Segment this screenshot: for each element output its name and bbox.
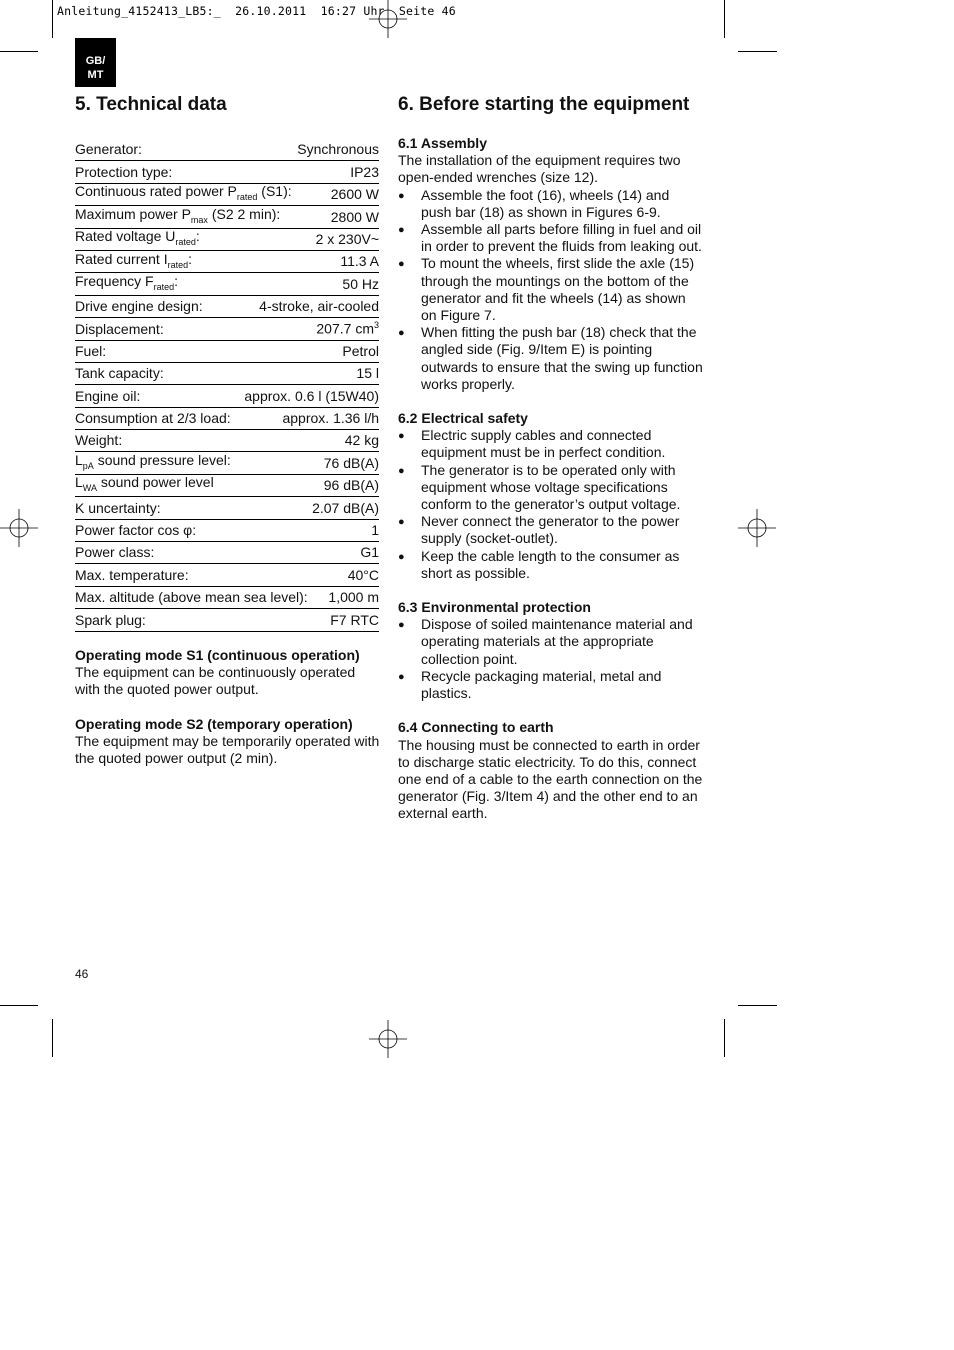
- spec-label: [75, 251, 192, 270]
- list-item: ● The generator is to be operated only with equipment whose voltage specifications conform to the generator’s output voltage.: [398, 462, 703, 514]
- spec-label-text: Max. temperature:: [75, 566, 189, 583]
- table-row: [75, 296, 379, 318]
- assembly-intro: The installation of the equipment requires two open-ended wrenches (size 12).: [398, 152, 681, 186]
- spec-value-text: 50 Hz: [342, 275, 379, 292]
- spec-value-text: 2 x 230V~: [315, 230, 379, 247]
- spec-value-text: Petrol: [342, 342, 379, 359]
- spec-value: [328, 589, 379, 605]
- section-5-title: 5. Technical data: [75, 94, 227, 115]
- spec-label: [75, 410, 231, 426]
- table-row: [75, 564, 379, 586]
- table-row: [75, 452, 379, 474]
- spec-label-text: Power class:: [75, 544, 155, 561]
- spec-label-suffix: sound pressure level:: [93, 452, 231, 469]
- registration-mark-icon: [369, 0, 407, 38]
- table-row: [75, 229, 379, 251]
- spec-value: [356, 365, 379, 381]
- spec-label: [75, 164, 172, 180]
- spec-value-text: 4-stroke, air-cooled: [259, 298, 379, 315]
- table-row: [75, 587, 379, 609]
- spec-label-subscript: rated: [236, 192, 258, 203]
- spec-value-text: G1: [360, 544, 379, 561]
- spec-label: [75, 141, 142, 157]
- spec-label: [75, 452, 231, 471]
- spec-value: [324, 477, 379, 493]
- table-row: [75, 609, 379, 631]
- spec-label: [75, 567, 189, 583]
- list-item: ● Keep the cable length to the consumer as short as possible.: [398, 548, 703, 582]
- page-number: 46: [75, 967, 89, 981]
- crop-mark: [52, 0, 53, 38]
- crop-mark: [738, 51, 777, 52]
- spec-value: [324, 455, 379, 471]
- spec-value: [345, 432, 379, 448]
- spec-value: [342, 343, 379, 359]
- spec-label-text: Rated voltage U: [75, 228, 176, 245]
- spec-label-suffix: :: [174, 272, 178, 289]
- mode-s1-heading: Operating mode S1 (continuous operation): [75, 647, 360, 663]
- spec-label-subscript: rated: [175, 236, 196, 247]
- spec-label-text: Fuel:: [75, 342, 107, 359]
- spec-value: [297, 141, 379, 157]
- spec-label-text: Spark plug:: [75, 611, 146, 628]
- crop-mark: [0, 1005, 38, 1006]
- assembly-heading: 6.1 Assembly: [398, 135, 487, 151]
- spec-value: [371, 522, 379, 538]
- spec-label-text: Displacement:: [75, 320, 164, 337]
- spec-value: [312, 500, 379, 516]
- assembly-list: [398, 187, 703, 393]
- spec-label: [75, 544, 154, 560]
- table-row: [75, 542, 379, 564]
- table-row: [75, 273, 379, 295]
- spec-label-text: Frequency F: [75, 272, 154, 289]
- crop-mark: [52, 1019, 53, 1057]
- list-item: ● Assemble the foot (16), wheels (14) and push bar (18) as shown in Figures 6-9.: [398, 187, 703, 221]
- registration-mark-icon: [369, 1020, 407, 1058]
- spec-label: [75, 388, 140, 404]
- spec-value-text: 96 dB(A): [323, 477, 379, 494]
- spec-value: [259, 298, 379, 314]
- spec-label: [75, 183, 292, 202]
- spec-value-text: 11.3 A: [340, 253, 379, 270]
- spec-label: [75, 474, 214, 493]
- operating-modes: [75, 647, 380, 767]
- spec-label-subscript: WA: [82, 483, 97, 494]
- spec-value-text: 207.7 cm: [316, 320, 374, 337]
- spec-value: [340, 253, 379, 269]
- spec-label-text: Tank capacity:: [75, 365, 164, 382]
- spec-label: [75, 432, 122, 448]
- spec-value: [244, 388, 379, 404]
- spec-label: [75, 612, 146, 628]
- spec-value-text: Synchronous: [297, 141, 379, 158]
- spec-value-text: IP23: [350, 163, 379, 180]
- spec-label-text: Generator:: [75, 141, 142, 158]
- table-row: [75, 161, 379, 183]
- table-row: [75, 385, 379, 407]
- table-row: [75, 497, 379, 519]
- table-row: [75, 206, 379, 228]
- earth-text: The housing must be connected to earth in order to discharge static electricity. To do this, connect one end of a cable to the earth connection on the generator (Fig. 3/Item 4) and the other end to an external earth.: [398, 736, 703, 822]
- language-badge: [75, 38, 116, 87]
- spec-value-text: 2.07 dB(A): [312, 499, 379, 516]
- table-row: [75, 475, 379, 497]
- spec-label-text: Rated current I: [75, 250, 168, 267]
- spec-label-text: Max. altitude (above mean sea level):: [75, 589, 308, 606]
- spec-value: [330, 612, 379, 628]
- environment-list: [398, 616, 703, 702]
- spec-label-text: Drive engine design:: [75, 298, 203, 315]
- list-item: ● Electric supply cables and connected equipment must be in perfect condition.: [398, 427, 703, 461]
- spec-label-subscript: pA: [82, 460, 94, 471]
- spec-value: [331, 209, 379, 225]
- table-row: [75, 184, 379, 206]
- spec-label-suffix: (S2 2 min):: [207, 205, 281, 222]
- spec-label-text: Engine oil:: [75, 387, 141, 404]
- spec-label-subscript: rated: [167, 259, 189, 270]
- list-item: ● Recycle packaging material, metal and plastics.: [398, 668, 703, 702]
- electrical-list: [398, 427, 703, 582]
- spec-value-superscript: 3: [373, 319, 379, 330]
- list-item: ● When fitting the push bar (18) check that the angled side (Fig. 9/Item E) is pointing outwards to ensure that the swing up function works properly.: [398, 324, 703, 393]
- earth-heading: 6.4 Connecting to earth: [398, 719, 554, 736]
- spec-label-text: Maximum power P: [75, 205, 191, 222]
- spec-value-text: 2600 W: [330, 186, 379, 203]
- registration-mark-icon: [738, 509, 776, 547]
- table-row: [75, 251, 379, 273]
- spec-label-text: L: [75, 452, 83, 469]
- spec-label-suffix: :: [188, 250, 193, 267]
- spec-value-text: F7 RTC: [330, 611, 379, 628]
- spec-value-text: 2800 W: [330, 208, 379, 225]
- spec-value: [348, 567, 379, 583]
- spec-value-text: 76 dB(A): [323, 454, 379, 471]
- table-row: [75, 139, 379, 161]
- list-item: ● To mount the wheels, first slide the axle (15) through the mountings on the bottom of the generator and fit the wheels (14) as shown on Figure 7.: [398, 255, 703, 324]
- spec-value: [360, 544, 379, 560]
- list-item: ● Never connect the generator to the power supply (socket-outlet).: [398, 513, 703, 547]
- print-header: Anleitung_4152413_LB5:_ 26.10.2011 16:27 Uhr Seite 46: [57, 4, 456, 18]
- spec-value-text: approx. 1.36 l/h: [282, 410, 379, 427]
- spec-value-text: 40°C: [347, 566, 379, 583]
- mode-s2-text: The equipment may be temporarily operated with the quoted power output (2 min).: [75, 732, 380, 767]
- spec-label-subscript: max: [190, 214, 208, 225]
- spec-value: [282, 410, 379, 426]
- spec-label-text: Continuous rated power P: [75, 183, 237, 200]
- spec-label: [75, 206, 280, 225]
- badge-line: GB/: [85, 55, 106, 67]
- spec-label: [75, 522, 196, 538]
- spec-value-text: approx. 0.6 l (15W40): [244, 387, 379, 404]
- section-6-body: [398, 135, 703, 823]
- mode-s1-text: The equipment can be continuously operated with the quoted power output.: [75, 664, 356, 698]
- spec-label-text: Consumption at 2/3 load:: [75, 410, 231, 427]
- spec-value: [331, 186, 379, 202]
- spec-value: [316, 231, 379, 247]
- spec-label-text: Weight:: [75, 432, 123, 449]
- environment-heading: 6.3 Environmental protection: [398, 599, 591, 616]
- crop-mark: [738, 1005, 777, 1006]
- mode-s2-heading: Operating mode S2 (temporary operation): [75, 715, 353, 732]
- spec-label-suffix: sound power level: [96, 474, 214, 491]
- spec-label: [75, 298, 203, 314]
- technical-data-table: [75, 139, 379, 632]
- spec-label: [75, 273, 178, 292]
- spec-label: [75, 365, 164, 381]
- spec-label-text: K uncertainty:: [75, 499, 161, 516]
- table-row: [75, 520, 379, 542]
- spec-label-text: Protection type:: [75, 163, 173, 180]
- crop-mark: [724, 0, 725, 38]
- spec-label-suffix: :: [195, 228, 200, 245]
- spec-label: [75, 500, 161, 516]
- spec-label: [75, 321, 164, 337]
- crop-mark: [724, 1019, 725, 1057]
- spec-value-text: 1,000 m: [328, 589, 379, 606]
- spec-value-text: 15 l: [356, 365, 379, 382]
- table-row: [75, 363, 379, 385]
- spec-value: [350, 164, 379, 180]
- spec-label-suffix: (S1):: [257, 183, 292, 200]
- spec-label: [75, 589, 308, 605]
- spec-label-text: L: [75, 474, 83, 491]
- list-item: ● Dispose of soiled maintenance material and operating materials at the appropriate collection point.: [398, 616, 703, 668]
- section-6-title: 6. Before starting the equipment: [398, 94, 690, 115]
- badge-line: MT: [87, 69, 104, 81]
- spec-value: [316, 320, 379, 337]
- spec-value-text: 1: [371, 522, 379, 539]
- table-row: [75, 430, 379, 452]
- spec-label: [75, 343, 106, 359]
- spec-label-subscript: rated: [153, 281, 175, 292]
- table-row: [75, 408, 379, 430]
- electrical-heading: 6.2 Electrical safety: [398, 410, 528, 427]
- table-row: [75, 341, 379, 363]
- spec-label: [75, 228, 200, 247]
- list-item: ● Assemble all parts before filling in fuel and oil in order to prevent the fluids from leaking out.: [398, 221, 703, 255]
- spec-label-text: Power factor cos φ:: [75, 522, 197, 539]
- registration-mark-icon: [0, 509, 38, 547]
- spec-value-text: 42 kg: [344, 432, 379, 449]
- crop-mark: [0, 51, 38, 52]
- table-row: [75, 318, 379, 340]
- spec-value: [342, 276, 379, 292]
